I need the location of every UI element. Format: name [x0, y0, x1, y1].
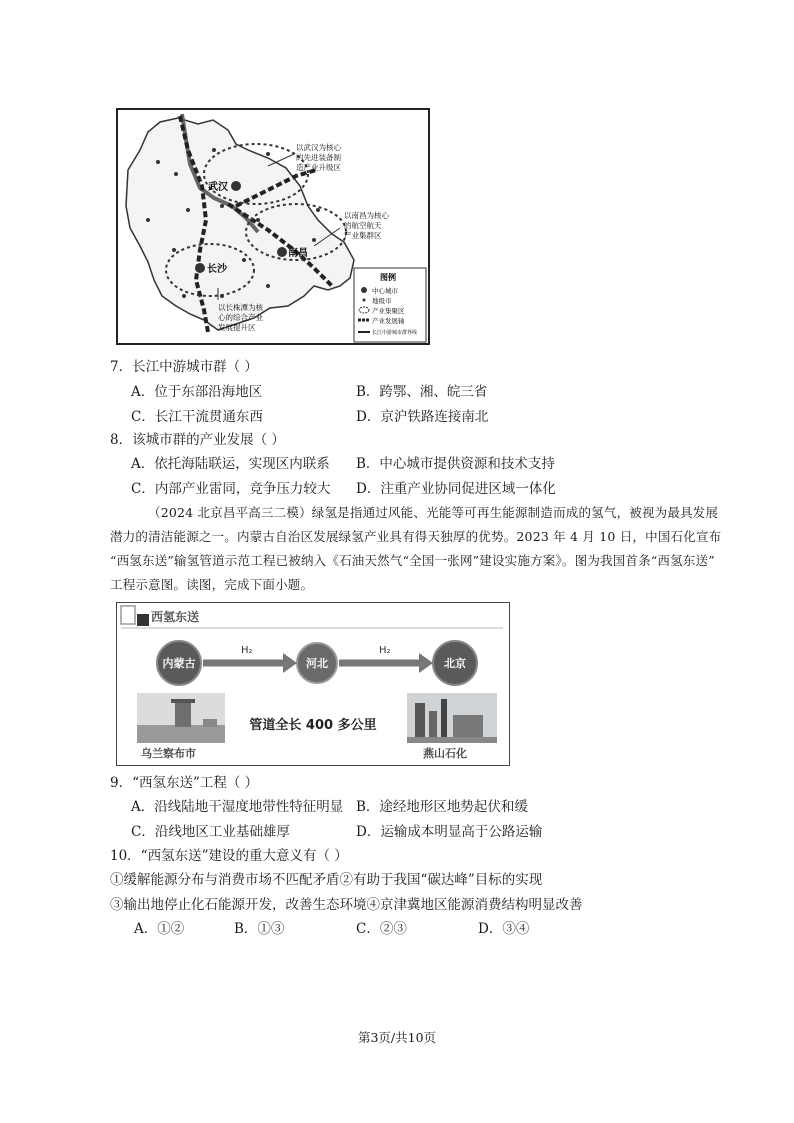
wuhan-annotation: [296, 142, 341, 172]
nanchang-label: 南昌: [288, 248, 308, 259]
svg-text:产业集群区: 产业集群区: [344, 231, 382, 240]
svg-text:地级市: 地级市: [372, 297, 392, 305]
svg-text:图例: 图例: [380, 273, 396, 282]
svg-text:中心城市: 中心城市: [372, 287, 398, 295]
passage-line-4: 工程示意图。读图，完成下面小题。: [110, 577, 314, 592]
wuhan-marker: [231, 181, 241, 191]
city-cluster-map: [118, 110, 428, 343]
svg-text:以长株潭为核: 以长株潭为核: [218, 303, 263, 312]
svg-text:发展提升区: 发展提升区: [218, 323, 256, 332]
svg-text:内蒙古: 内蒙古: [162, 657, 196, 670]
wuhan-label: 武汉: [208, 182, 228, 193]
svg-text:以南昌为核心: 以南昌为核心: [344, 211, 389, 220]
arrow-2-label: H₂: [379, 645, 391, 656]
q8-option-b: B．中心城市提供资源和技术支持: [356, 456, 555, 472]
hydrogen-flow-diagram: [117, 603, 508, 764]
hydrogen-flow-figure: [116, 602, 510, 766]
left-photo: [137, 693, 225, 743]
q10-option-a: A．①②: [134, 921, 185, 937]
nanchang-annotation: [344, 210, 389, 240]
svg-text:造产业升级区: 造产业升级区: [296, 163, 341, 172]
changsha-marker: [195, 263, 205, 273]
svg-text:的先进装备制: 的先进装备制: [296, 153, 341, 162]
q9-option-b: B．途经地形区地势起伏和缓: [356, 799, 528, 815]
q8-option-c: C．内部产业雷同，竞争压力较大: [131, 481, 331, 497]
arrow-1-label: H₂: [241, 645, 253, 656]
q9-stem: 9．“西氢东送”工程（ ）: [110, 775, 259, 791]
right-photo-caption: 燕山石化: [423, 747, 467, 760]
q10-option-b: B．①③: [234, 921, 285, 937]
svg-text:心的综合产业: 心的综合产业: [218, 313, 263, 322]
q10-statement-2: ③输出地停止化石能源开发，改善生态环境④京津冀地区能源消费结构明显改善: [110, 897, 583, 913]
q7-stem: 7．长江中游城市群（ ）: [110, 359, 258, 375]
q10-option-d: D．③④: [478, 921, 530, 937]
nanchang-marker: [277, 247, 287, 257]
q7-option-a: A．位于东部沿海地区: [131, 384, 263, 400]
q8-option-a: A．依托海陆联运，实现区内联系: [131, 456, 330, 472]
q10-option-c: C．②③: [356, 921, 407, 937]
map-figure: [116, 108, 430, 345]
q9-option-d: D．运输成本明显高于公路运输: [356, 824, 543, 840]
q8-option-d: D．注重产业协同促进区域一体化: [356, 481, 556, 497]
flow-title: 西氢东送: [151, 610, 200, 624]
passage-line-3: “西氢东送”输氢管道示范工程已被纳入《石油天然气“全国一张网”建设实施方案》。图为我国首条“西氢东送”: [110, 553, 715, 568]
left-photo-caption: 乌兰察布市: [141, 747, 196, 760]
changsha-label: 长沙: [207, 264, 227, 275]
passage-line-2: 潜力的清洁能源之一。内蒙古自治区发展绿氢产业具有得天独厚的优势。2023 年 4 月 10 日，中国石化宣布: [110, 529, 722, 544]
passage-line-1: （2024 北京昌平高三二模）绿氢是指通过风能、光能等可再生能源制造而成的氢气，被视为最具发展: [148, 505, 719, 520]
q8-stem: 8．该城市群的产业发展（ ）: [110, 432, 285, 448]
svg-text:长江中游城市群界线: 长江中游城市群界线: [372, 330, 418, 336]
q10-statement-1: ①缓解能源分布与消费市场不匹配矛盾②有助于我国“碳达峰”目标的实现: [110, 872, 543, 888]
svg-text:产业集聚区: 产业集聚区: [372, 307, 405, 315]
svg-text:以武汉为核心: 以武汉为核心: [296, 143, 341, 152]
right-photo: [407, 693, 497, 743]
q7-option-c: C．长江干流贯通东西: [131, 409, 263, 425]
map-legend: [354, 268, 426, 342]
q7-option-d: D．京沪铁路连接南北: [356, 409, 489, 425]
q9-option-c: C．沿线地区工业基础雄厚: [131, 824, 290, 840]
q7-option-b: B．跨鄂、湘、皖三省: [356, 384, 488, 400]
q9-option-a: A．沿线陆地干湿度地带性特征明显: [131, 799, 344, 815]
svg-text:河北: 河北: [306, 657, 328, 670]
pipeline-length-text: 管道全长 400 多公里: [249, 718, 377, 733]
q10-stem: 10．“西氢东送”建设的重大意义有（ ）: [110, 848, 348, 864]
changsha-annotation: [218, 302, 263, 332]
page-number: 第3页/共10页: [357, 1030, 437, 1045]
svg-text:北京: 北京: [444, 657, 466, 670]
svg-text:产业发展轴: 产业发展轴: [372, 317, 405, 325]
svg-text:的航空航天: 的航空航天: [344, 221, 382, 230]
